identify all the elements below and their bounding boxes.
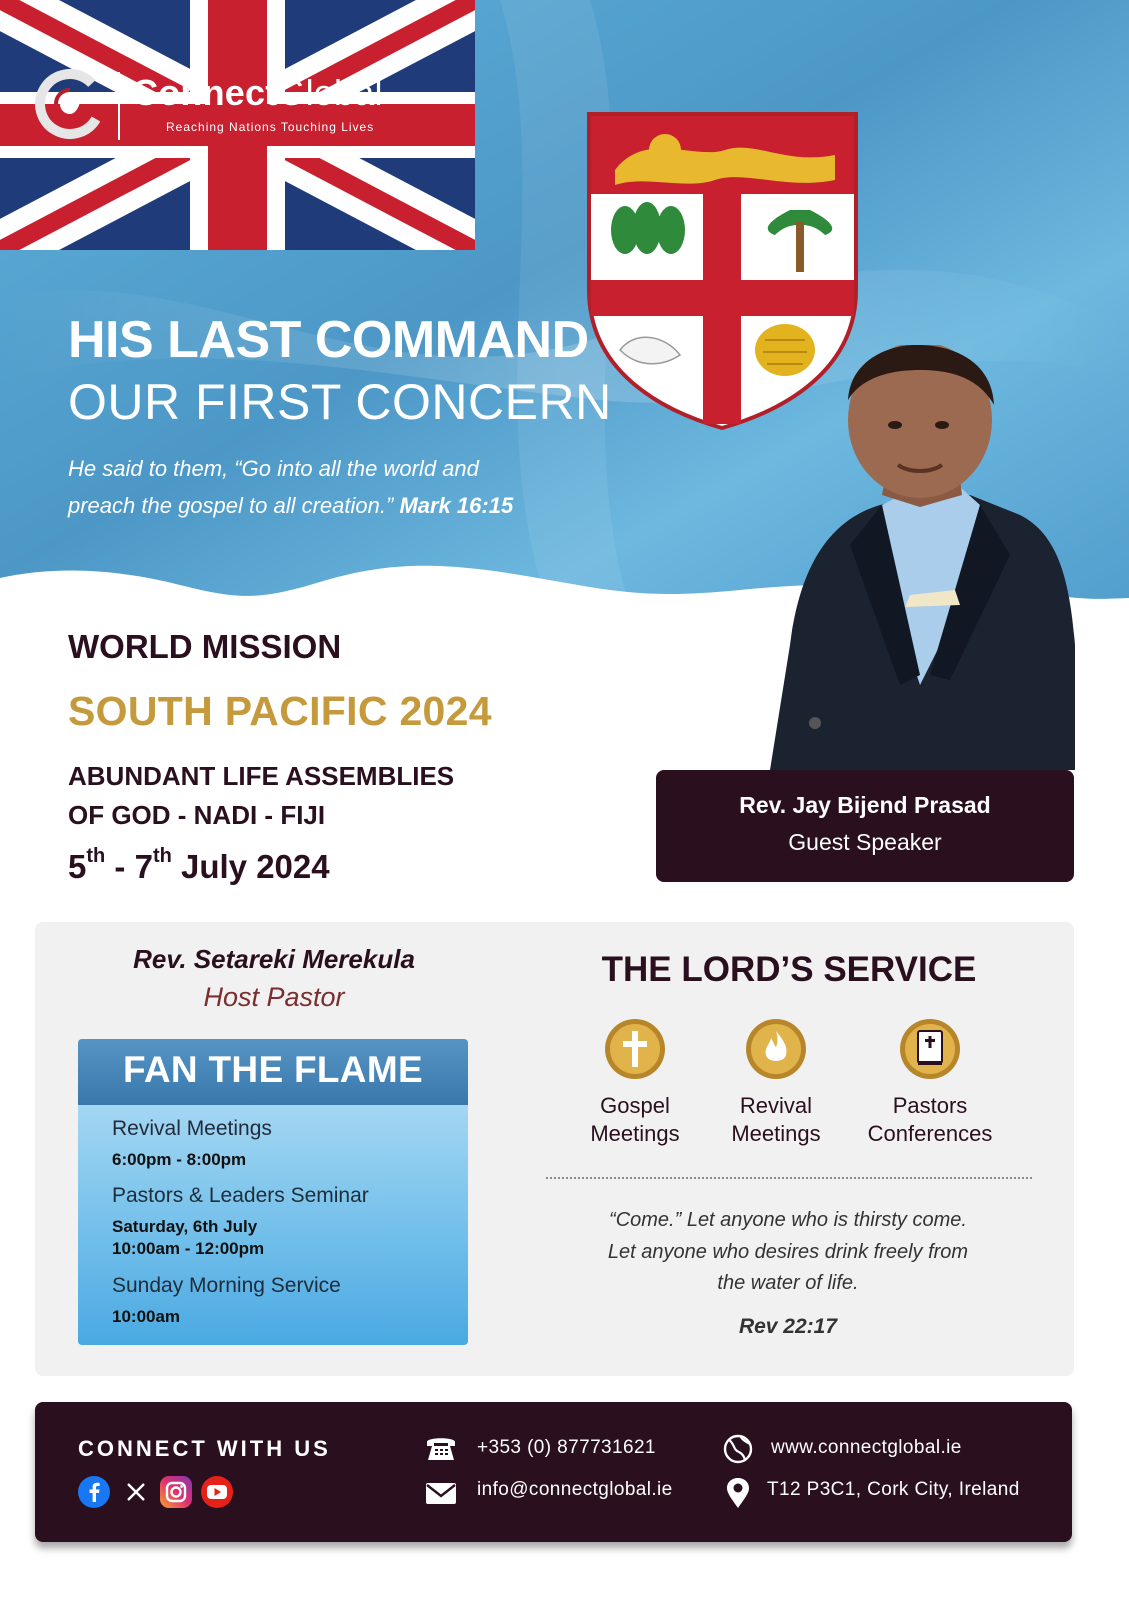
host-name: Rev. Setareki Merekula <box>133 944 415 974</box>
email-icon <box>424 1476 458 1510</box>
verse-line-2: preach the gospel to all creation.” Mark 16:15 <box>68 493 514 518</box>
scripture-quote: “Come.” Let anyone who is thirsty come. Let anyone who desires drink freely from the water of life. <box>607 1209 969 1294</box>
event-dates: 5th - 7th July 2024 <box>68 845 330 885</box>
scripture-verse <box>68 450 628 524</box>
location-pin-icon <box>721 1476 755 1510</box>
connect-with-us-label: CONNECT WITH US <box>78 1436 331 1461</box>
youtube-icon[interactable] <box>201 1476 233 1508</box>
schedule-item-detail: 6:00pm - 8:00pm <box>112 1150 247 1169</box>
host-role: Host Pastor <box>203 982 345 1012</box>
connect-global-logo-icon <box>34 68 106 140</box>
schedule-item-name: Revival Meetings <box>112 1117 272 1140</box>
flame-icon <box>744 1017 808 1081</box>
website-link[interactable]: www.connectglobal.ie <box>771 1437 962 1458</box>
headline-primary: HIS LAST COMMAND <box>68 311 589 369</box>
schedule-item-detail: 10:00am - 12:00pm <box>112 1239 265 1258</box>
fan-the-flame-title: FAN THE FLAME <box>123 1049 423 1090</box>
brand-tagline: Reaching Nations Touching Lives <box>166 120 375 134</box>
facebook-icon[interactable] <box>78 1476 110 1508</box>
service-item-revival: Revival Meetings <box>731 1093 821 1146</box>
schedule-item-detail: Saturday, 6th July <box>112 1217 258 1236</box>
phone-icon <box>424 1432 458 1466</box>
footer <box>35 1402 1072 1542</box>
venue-line-1: ABUNDANT LIFE ASSEMBLIES <box>68 761 455 791</box>
logo-divider <box>118 72 120 140</box>
speaker-card <box>656 770 1074 882</box>
speaker-photo <box>770 345 1075 770</box>
fan-the-flame-card <box>78 1039 468 1345</box>
address: T12 P3C1, Cork City, Ireland <box>767 1479 1020 1500</box>
verse-line-1: He said to them, “Go into all the world and <box>68 456 479 481</box>
speaker-name: Rev. Jay Bijend Prasad <box>739 792 991 818</box>
schedule-item-name: Sunday Morning Service <box>112 1274 341 1297</box>
bible-icon <box>898 1017 962 1081</box>
event-title: SOUTH PACIFIC 2024 <box>68 688 492 734</box>
service-item-pastors: Pastors Conferences <box>867 1093 993 1146</box>
verse-reference: Mark 16:15 <box>399 493 514 518</box>
lords-service-title: THE LORD’S SERVICE <box>601 950 977 989</box>
event-venue <box>68 757 588 835</box>
instagram-icon[interactable] <box>160 1476 192 1508</box>
event-label: WORLD MISSION <box>68 628 342 665</box>
globe-icon <box>721 1432 755 1466</box>
cross-icon <box>603 1017 667 1081</box>
email-address[interactable]: info@connectglobal.ie <box>477 1479 673 1500</box>
brand-name: ConnectGlobal <box>132 72 383 113</box>
x-icon[interactable] <box>120 1476 152 1508</box>
speaker-role: Guest Speaker <box>788 829 942 855</box>
section-divider <box>546 1177 1032 1179</box>
schedule-item-name: Pastors & Leaders Seminar <box>112 1184 369 1207</box>
quote-reference: Rev 22:17 <box>738 1315 838 1338</box>
headline-secondary: OUR FIRST CONCERN <box>68 374 612 430</box>
phone-number[interactable]: +353 (0) 877731621 <box>477 1437 656 1458</box>
service-item-gospel: Gospel Meetings <box>590 1093 680 1146</box>
venue-line-2: OF GOD - NADI - FIJI <box>68 800 326 830</box>
schedule-item-detail: 10:00am <box>112 1307 181 1326</box>
